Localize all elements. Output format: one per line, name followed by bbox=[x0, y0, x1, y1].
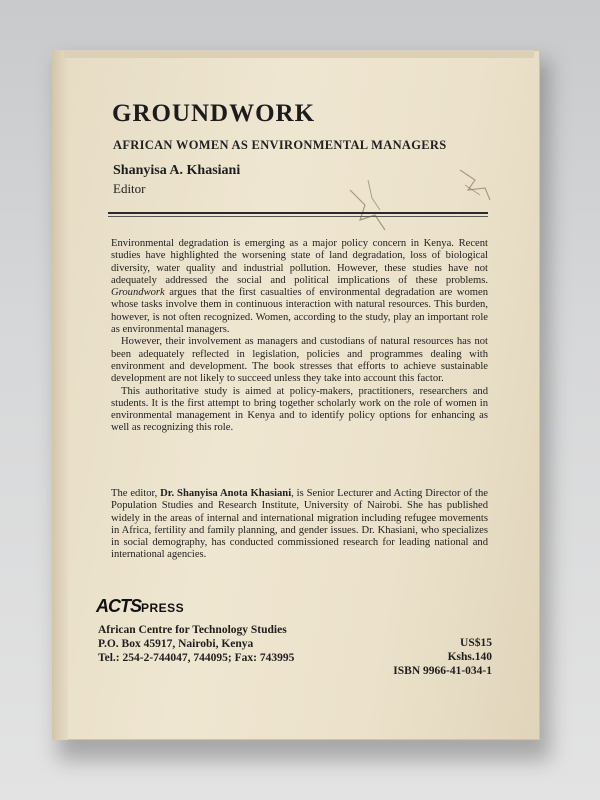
divider-rule-thin bbox=[108, 216, 488, 217]
publisher-info bbox=[98, 623, 294, 665]
price-kshs: Kshs.140 bbox=[447, 651, 492, 663]
publisher-contact: Tel.: 254-2-744047, 744095; Fax: 743995 bbox=[98, 652, 295, 664]
logo-mark: ACTS bbox=[96, 596, 141, 616]
acts-press-logo bbox=[96, 596, 184, 617]
book-title: GROUNDWORK bbox=[112, 100, 316, 127]
price-usd: US$15 bbox=[460, 637, 492, 649]
pen-scribble-mark bbox=[340, 160, 510, 250]
isbn: ISBN 9966-41-034-1 bbox=[393, 665, 492, 677]
editor-full-name: Dr. Shanyisa Anota Khasiani bbox=[160, 488, 292, 499]
publisher-address: P.O. Box 45917, Nairobi, Kenya bbox=[98, 638, 254, 650]
book-top-edge bbox=[64, 50, 534, 58]
blurb-paragraph-3: This authoritative study is aimed at policy-makers, practitioners, researchers and students. It is the first attempt to bring together scholarly work on the role of women in environmental management in Kenya and to identify policy options for enhancing as well as recognizing this role. bbox=[111, 385, 488, 434]
blurb-paragraph-2: However, their involvement as managers and custodians of natural resources has not been adequately reflected in legislation, policies and programmes dealing with environment and development. The book stresses that efforts to achieve sustainable development are not likely to succeed unless they take into account this factor. bbox=[111, 336, 488, 385]
editor-role: Editor bbox=[113, 181, 146, 196]
editor-name: Shanyisa A. Khasiani bbox=[113, 163, 241, 178]
description-blurb bbox=[111, 238, 488, 435]
book-spine-edge bbox=[52, 50, 68, 740]
pricing-info bbox=[360, 636, 492, 678]
divider-rule-thick bbox=[108, 212, 488, 214]
blurb-paragraph-1: Environmental degradation is emerging as a major policy concern in Kenya. Recent studies have highlighted the worsening state of land degradation, loss of biological diversity, water quality and industrial pollution. However, these studies have not adequately addressed the social and political implications of these problems. Groundwork argues that the first casualties of environmental degradation are women whose tasks involve them in continuous interaction with natural resources. This burden, however, is not often recognized. Women, according to the study, play an important role as environmental managers. bbox=[111, 238, 488, 336]
logo-press: PRESS bbox=[141, 601, 185, 615]
book-subtitle: AFRICAN WOMEN AS ENVIRONMENTAL MANAGERS bbox=[113, 138, 447, 152]
editor-bio: The editor, Dr. Shanyisa Anota Khasiani, is Senior Lecturer and Acting Director of the Population Studies and Research Institute, University of Nairobi. She has published widely in the areas of internal and international migration including refugee movements in Africa, fertility and family planning, and gender issues. Dr. Khasiani, who specializes in social demography, has conducted commissioned research for leading national and international agencies. bbox=[111, 488, 489, 561]
publisher-name: African Centre for Technology Studies bbox=[98, 624, 287, 636]
